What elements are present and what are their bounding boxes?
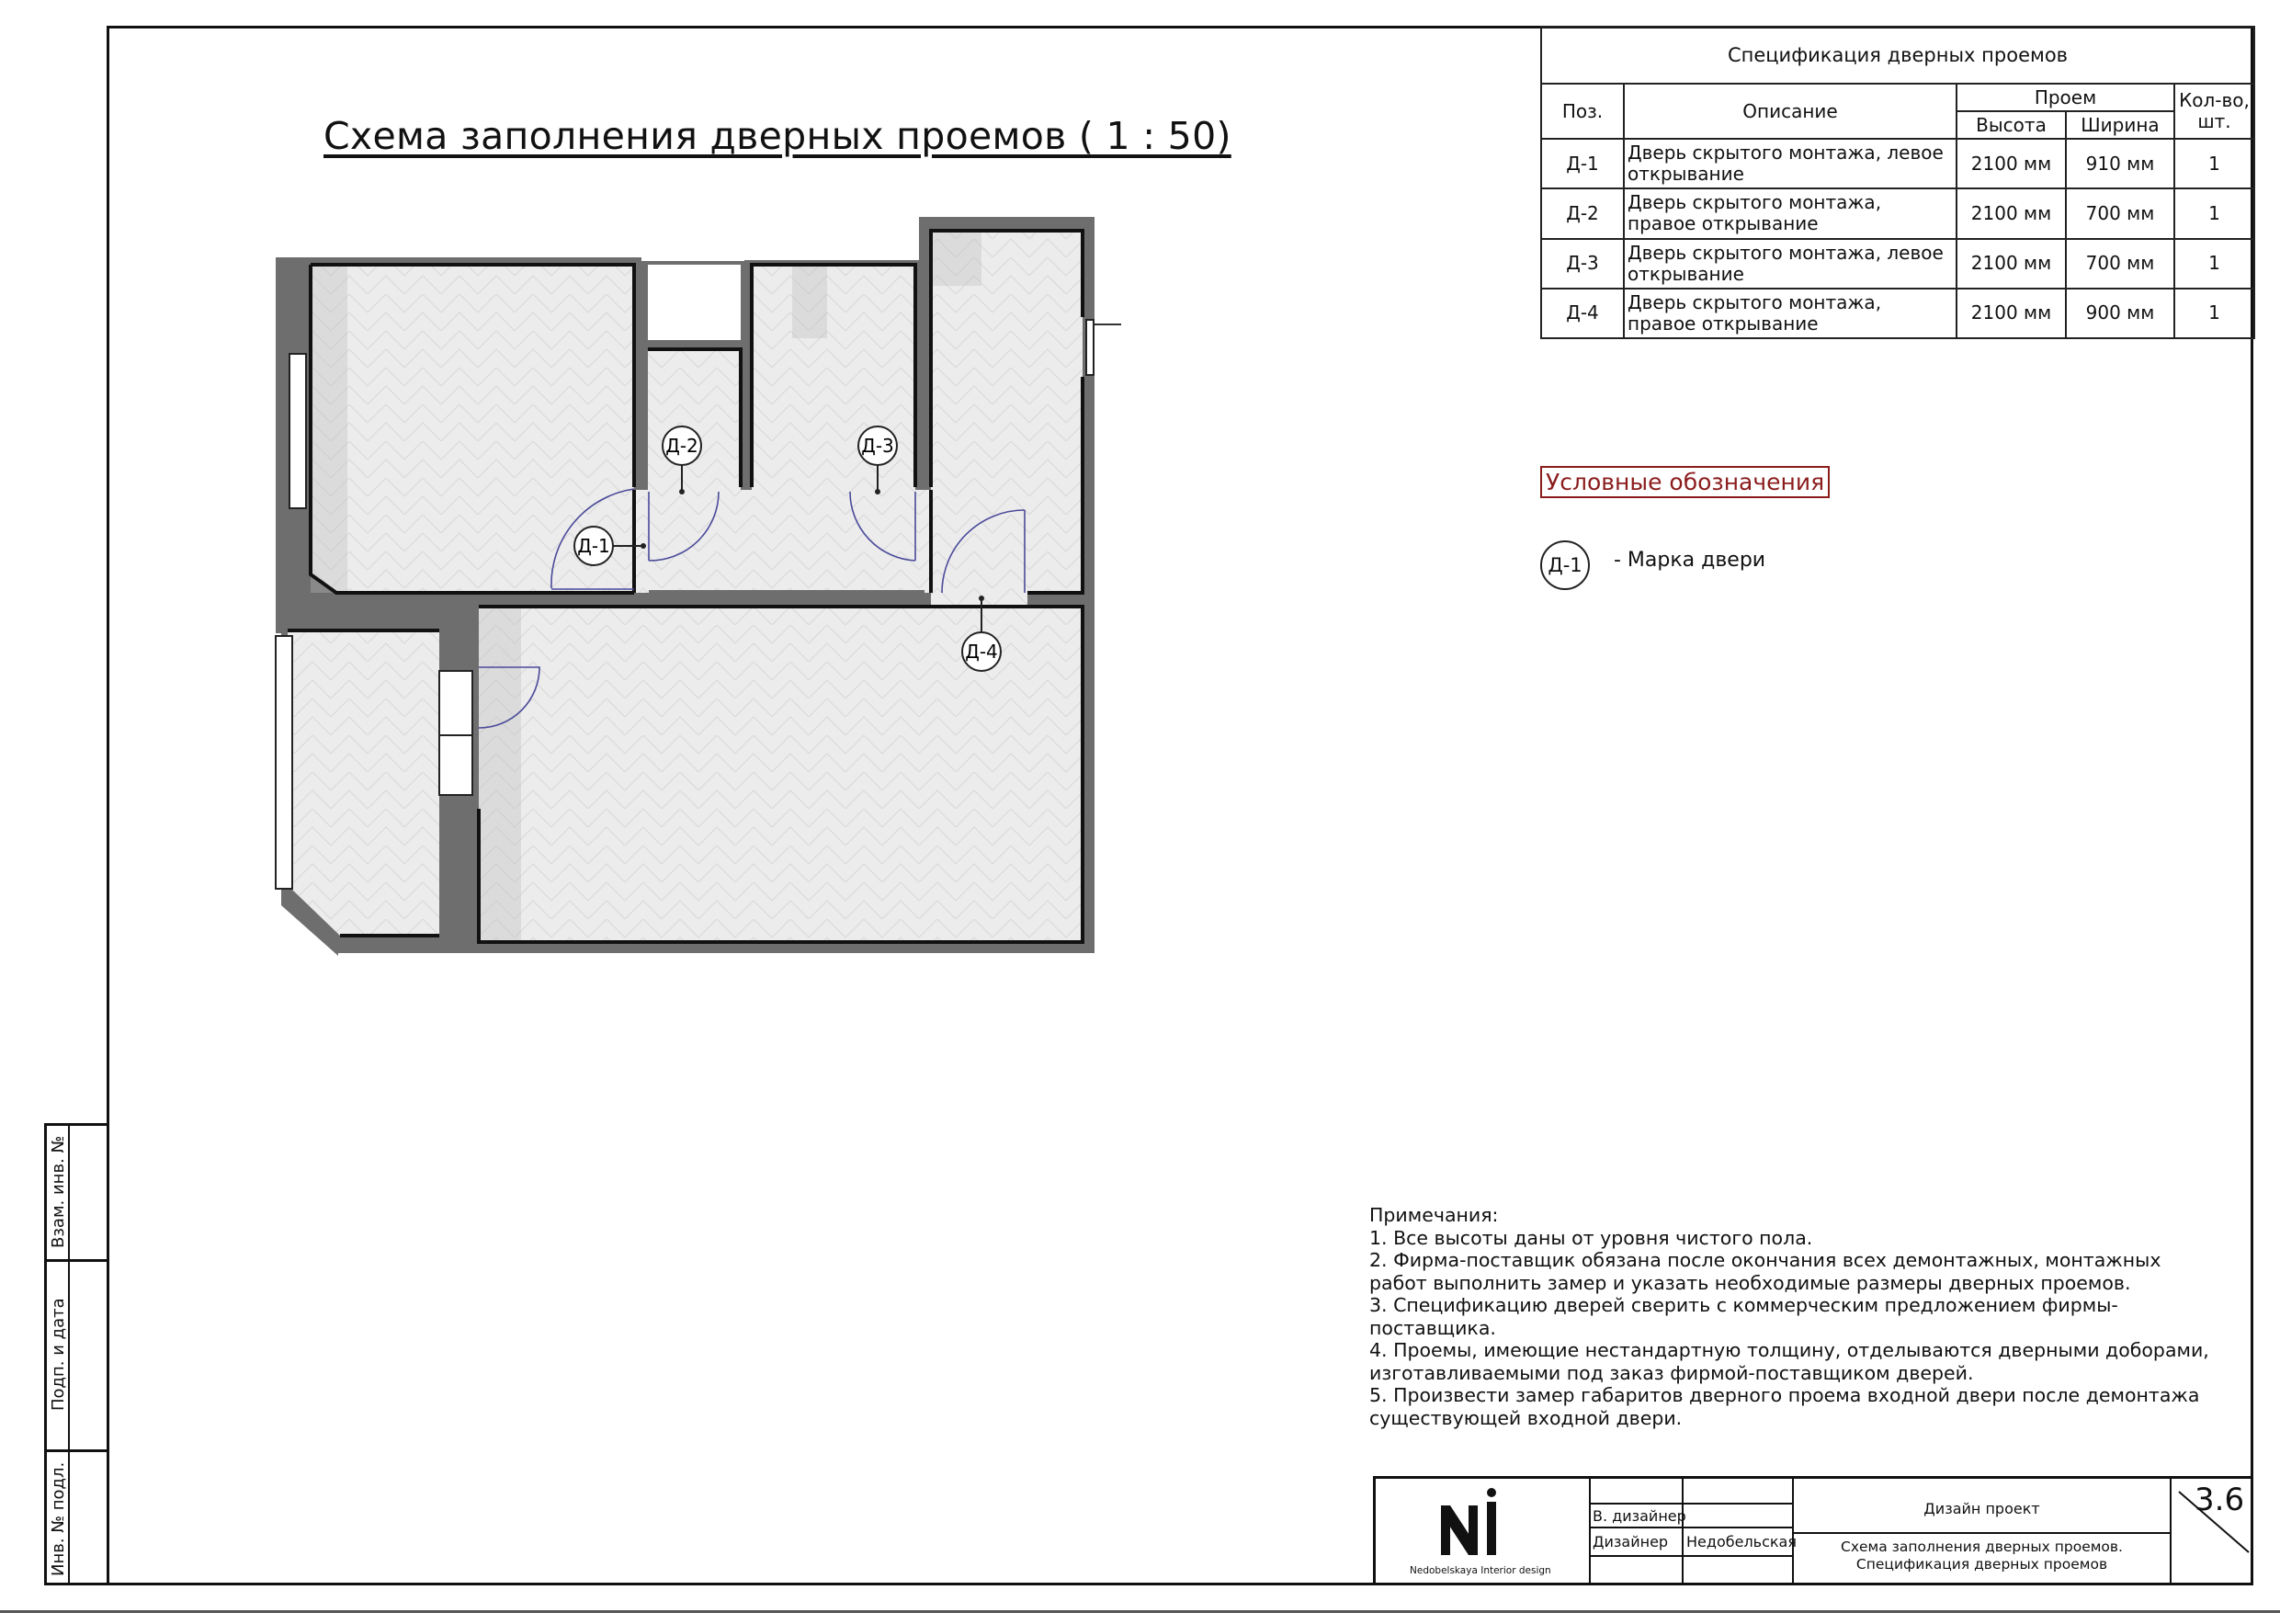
- row-description: Дверь скрытого монтажа, правое открывание: [1624, 289, 1957, 338]
- row-height: 2100 мм: [1957, 188, 2066, 238]
- tb-divider: [1682, 1476, 1684, 1585]
- logo-text: Nedobelskaya Interior design: [1410, 1565, 1551, 1576]
- table-row: [1541, 239, 2254, 289]
- note-item: 1. Все высоты даны от уровня чистого пола.: [1369, 1226, 1813, 1249]
- legend-mark-label: Д-1: [1548, 554, 1582, 576]
- sheet-bottom-rule: [0, 1610, 2280, 1613]
- row-pos: Д-2: [1541, 188, 1624, 238]
- side-stamp-rule: [44, 1449, 107, 1452]
- tb-divider: [1589, 1476, 1591, 1585]
- note-item: 3. Спецификацию дверей сверить с коммерческим предложением фирмы-поставщика.: [1369, 1294, 2118, 1339]
- note-item: 5. Произвести замер габаритов дверного проема входной двери после демонтажа существующей входной двери.: [1369, 1384, 2200, 1429]
- note-item: 4. Проемы, имеющие нестандартную толщину, отделываются дверными доборами, изготавливаемыми под заказ фирмой-поставщиком дверей.: [1369, 1339, 2209, 1384]
- tb-role-designer: Дизайнер: [1593, 1533, 1669, 1550]
- row-description: Дверь скрытого монтажа, правое открывание: [1624, 188, 1957, 238]
- notes-title: Примечания:: [1369, 1204, 1499, 1226]
- row-width: 910 мм: [2066, 139, 2174, 188]
- header-pos: Поз.: [1541, 84, 1624, 139]
- row-width: 900 мм: [2066, 289, 2174, 338]
- row-qty: 1: [2174, 139, 2254, 188]
- logo-ni-icon: [1437, 1487, 1503, 1562]
- room-corridor: [634, 490, 931, 593]
- tb-drawing-title: Схема заполнения дверных проемов. Спецификация дверных проемов: [1841, 1539, 2123, 1573]
- room-niche: [648, 265, 741, 340]
- tb-rule: [1589, 1503, 1792, 1505]
- row-pos: Д-3: [1541, 239, 1624, 289]
- side-stamp-rule: [44, 1259, 107, 1262]
- legend-title: Условные обозначения: [1540, 466, 1830, 498]
- row-height: 2100 мм: [1957, 239, 2066, 289]
- row-width: 700 мм: [2066, 188, 2174, 238]
- header-height: Высота: [1957, 111, 2066, 139]
- header-opening: Проем: [1957, 84, 2174, 111]
- door-tag-label: Д-4: [965, 641, 998, 663]
- row-width: 700 мм: [2066, 239, 2174, 289]
- header-width: Ширина: [2066, 111, 2174, 139]
- tb-rule: [1589, 1527, 1792, 1528]
- legend-mark-description: - Марка двери: [1614, 549, 1766, 572]
- door-tag-label: Д-2: [665, 435, 698, 457]
- table-row: [1541, 188, 2254, 238]
- door-tag-label: Д-3: [861, 435, 894, 457]
- side-stamp-sign-date: Подп. и дата: [49, 1298, 68, 1411]
- note-item: 2. Фирма-поставщик обязана после окончания всех демонтажных, монтажных работ выполнить замер и указать необходимые размеры дверных проемов.: [1369, 1249, 2161, 1294]
- header-qty: Кол-во, шт.: [2174, 84, 2254, 139]
- row-qty: 1: [2174, 239, 2254, 289]
- row-description: Дверь скрытого монтажа, левое открывание: [1624, 139, 1957, 188]
- tb-divider: [1792, 1476, 1794, 1585]
- rooms: [288, 231, 1083, 942]
- door-spec-table: [1540, 26, 2255, 339]
- row-qty: 1: [2174, 188, 2254, 238]
- tb-role-lead: В. дизайнер: [1593, 1507, 1686, 1525]
- row-pos: Д-4: [1541, 289, 1624, 338]
- table-row: [1541, 289, 2254, 338]
- side-stamp-inv-orig: Инв. № подл.: [49, 1461, 68, 1576]
- header-description: Описание: [1624, 84, 1957, 139]
- tb-project: Дизайн проект: [1923, 1500, 2040, 1517]
- room-balcony: [288, 630, 439, 936]
- side-stamp-ref-inv: Взам. инв. №: [49, 1135, 68, 1248]
- row-pos: Д-1: [1541, 139, 1624, 188]
- legend-door-mark: [1540, 540, 1590, 590]
- notes: [1369, 1204, 2215, 1429]
- spec-table-caption: Спецификация дверных проемов: [1541, 27, 2254, 84]
- tb-designer-name: Недобельская: [1686, 1533, 1797, 1550]
- row-height: 2100 мм: [1957, 289, 2066, 338]
- table-row: [1541, 139, 2254, 188]
- row-qty: 1: [2174, 289, 2254, 338]
- tb-rule: [1589, 1555, 1792, 1557]
- row-height: 2100 мм: [1957, 139, 2066, 188]
- floor-plan: [267, 210, 1121, 963]
- tb-rule: [1792, 1532, 2170, 1534]
- door-tag-label: Д-1: [577, 535, 610, 557]
- row-description: Дверь скрытого монтажа, левое открывание: [1624, 239, 1957, 289]
- tb-sheet-number: 3.6: [2195, 1482, 2245, 1518]
- sheet-title: Схема заполнения дверных проемов ( 1 : 50): [323, 114, 1231, 158]
